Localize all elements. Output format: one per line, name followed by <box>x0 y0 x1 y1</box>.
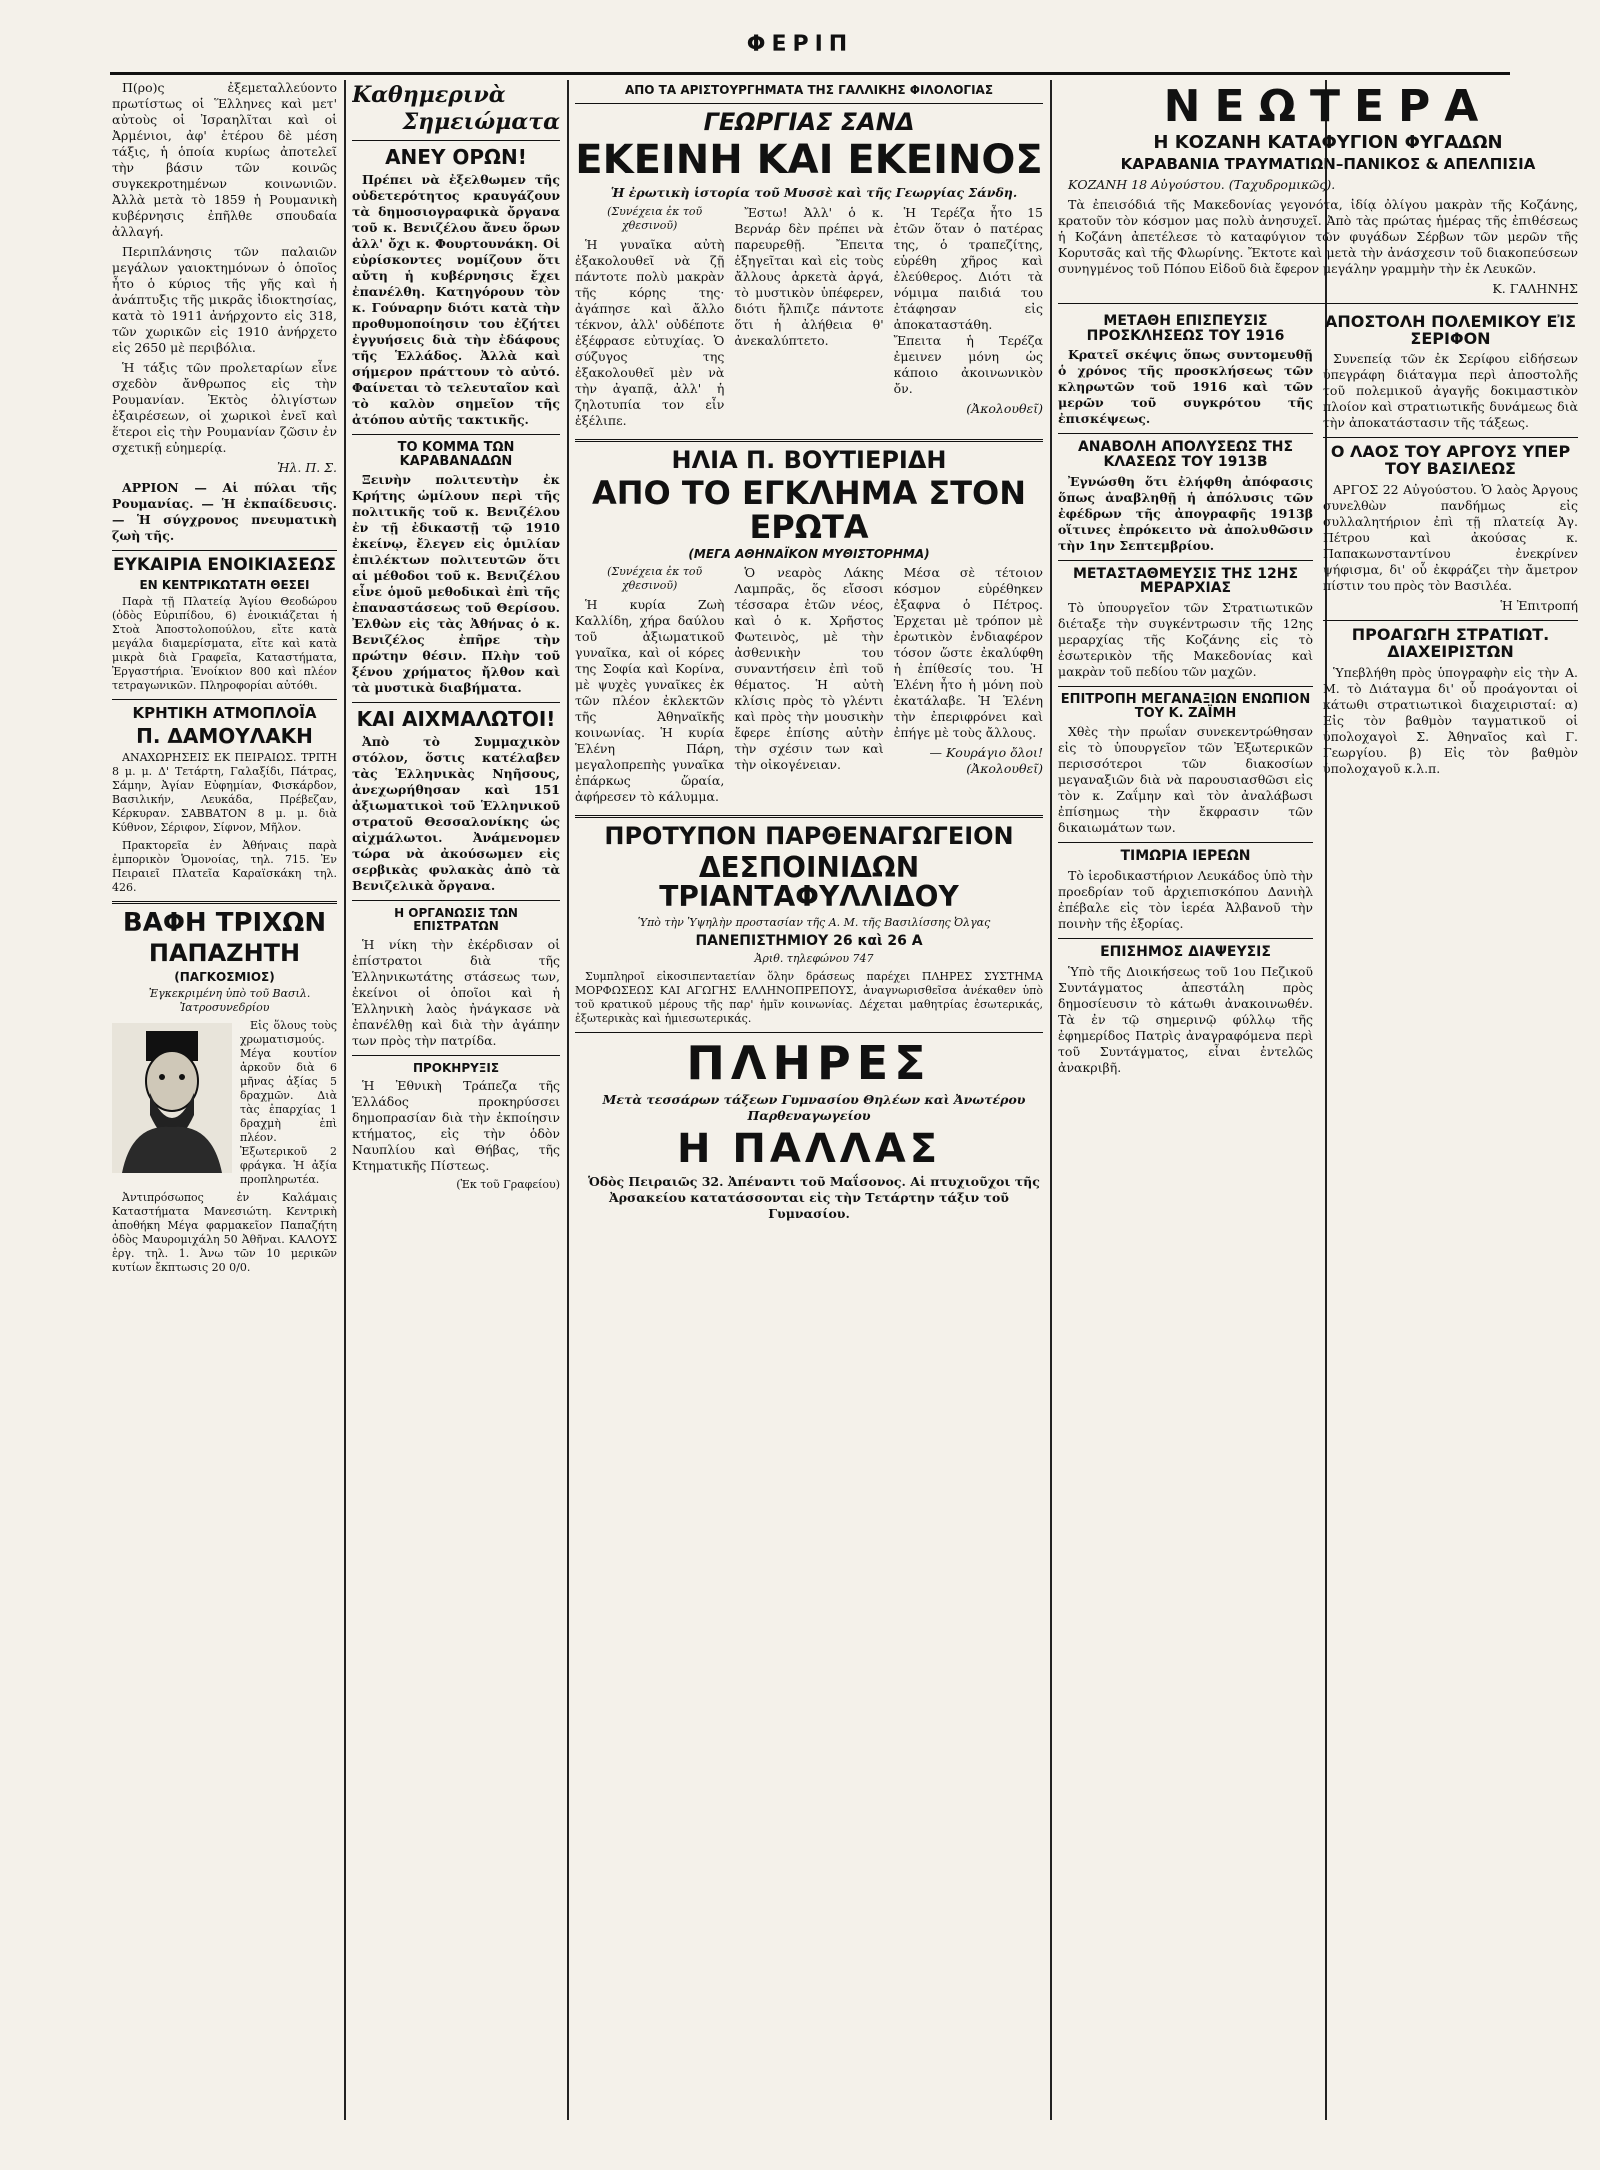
column-rule <box>344 80 346 2120</box>
serial-subtitle: Ἡ ἐρωτικὴ ἱστορία τοῦ Μυσσὲ καὶ τῆς Γεωργίας Σάνδη. <box>610 184 1018 200</box>
article-text: Περιπλάνησις τῶν παλαιῶν μεγάλων γαιοκτημόνων ὁ ὁποῖος ἦτο ὁ κύριος τῆς γῆς καὶ ἡ ἀνάπτυξις τῆς μικρᾶς ἰδιοκτησίας, κατὰ τὸ 1911 ἀνήρχοντο εἰς 318, τῶν χωρικῶν εἰς 1910 ἀνήρχετο εἰς 2650 μὲ περιβόλια. <box>112 244 337 355</box>
divider <box>1323 620 1578 621</box>
serial-author: ΗΛΙΑ Π. ΒΟΥΤΙΕΡΙΔΗ <box>671 445 947 474</box>
continuation-note: (Συνέχεια ἐκ τοῦ χθεσινοῦ) <box>607 564 703 592</box>
ad-text: Πρακτορεῖα ἐν Ἀθήναις παρὰ ἐμπορικὸν Ὁμονοίας, τηλ. 715. Ἐν Πειραιεῖ Πλατεῖα Καραϊσκάκη τηλ. 426. <box>112 839 337 895</box>
article-text: Συνεπείᾳ τῶν ἐκ Σερίφου εἰδήσεων ὑπεγράφη διάταγμα περὶ ἀποστολῆς τοῦ πολεμικοῦ ἀγαγῆς δοκιμαστικὸν πλοίον καὶ στρατιωτικῆς δυνάμεως διὰ τὴν ἀποκατάστασιν τῆς τάξεως. <box>1323 351 1578 431</box>
signature: (Ἀκολουθεῖ) <box>966 400 1043 416</box>
article-text: Μέσα σὲ τέτοιον κόσμον εὑρέθηκεν ἐξαφνα ὁ Πέτρος. Ἐρχεται μὲ τρόπον μὲ ἐρωτικὸν ἐνδιαφέρον τόσον ὥστε ἐκαλύφθη ἡ ἐπίθεσίς του. Ἡ Ἑλένη ἦτο ἡ μόνη ποὺ ἐκατάλαβε. Ἡ Ἑλένη τὴν ἐπεριφρόνει καὶ ἐπήγε μὲ τοὺς ἄλλους. <box>893 564 1043 740</box>
ad-text: Ὑπὸ τὴν Ὑψηλὴν προστασίαν τῆς Α. Μ. τῆς Βασιλίσσης Ὀλγας <box>637 915 991 929</box>
ad-text: Παρὰ τῇ Πλατείᾳ Ἁγίου Θεοδώρου (ὁδὸς Εὐριπίδου, 6) ἐνοικιάζεται ἡ Στοὰ Ἀποστολοπούλου, εἴτε κατὰ μεγάλα διαμερίσματα, εἴτε καὶ κατὰ μικρὰ διὰ Γραφεῖα, Καταστήματα, Ἐργαστήρια. Ἐνοίκιον 800 καὶ πλέον τετραγωνικῶν. Πληροφορίαι αὐτόθι. <box>112 595 337 693</box>
serial-subtitle: (ΜΕΓΑ ΑΘΗΝΑΪΚΟΝ ΜΥΘΙΣΤΟΡΗΜΑ) <box>688 547 930 562</box>
section-title: Καθημερινὰ <box>352 82 506 108</box>
ad-title: ΕΥΚΑΙΡΙΑ ΕΝΟΙΚΙΑΣΕΩΣ <box>112 555 336 575</box>
article-text: Τὸ ὑπουργεῖον τῶν Στρατιωτικῶν διέταξε τὴν συγκέντρωσιν τῆς 12ης μεραρχίας τῆς Κοζάνης εἰς τὸ ἐσωτερικὸν τῆς Μακεδονίας καὶ μακρὰν τοῦ πεδίου τῶν μαχῶν. <box>1058 599 1313 679</box>
article-text: Ἡ Τερέζα ἦτο 15 ἐτῶν ὅταν ὁ πατέρας της, ὁ τραπεζίτης, εὑρέθη χῆρος καὶ ἐλεύθερος. Διότι τὰ νόμιμα παιδιά του ἐτάφησαν εἰς ἀποκαταστάθη. Ἔπειτα ἡ Τερέζα ἐμεινεν μόνη ὡς κάποιο ἀκοινωνικὸν ὄν. <box>893 204 1043 396</box>
signature: Κ. ΓΑΛΗΝΗΣ <box>1492 280 1578 296</box>
signature: Ἡ Ἐπιτροπή <box>1500 598 1578 614</box>
article-headline: ΑΝΑΒΟΛΗ ΑΠΟΛΥΣΕΩΣ ΤΗΣ ΚΛΑΣΕΩΣ ΤΟΥ 1913Β <box>1077 439 1294 470</box>
next-issue-note: ΑΡΡΙΟΝ — Αἱ πύλαι τῆς Ρουμανίας. — Ἡ ἐκπαίδευσις. — Ἡ σύγχρονος πνευματικὴ ζωὴ τῆς. <box>112 480 337 543</box>
divider <box>1323 437 1578 438</box>
article-headline: ΑΝΕΥ ΟΡΩΝ! <box>385 145 527 170</box>
divider <box>352 140 560 141</box>
ad-text: Ἀριθ. τηλεφώνου 747 <box>754 952 874 966</box>
divider <box>352 900 560 901</box>
article-text: Ἡ τάξις τῶν προλεταρίων εἶνε σχεδὸν ἄνθρωπος εἰς τὴν Ρουμανίαν. Ἐκτὸς ὀλιγίστων ἐξαιρέσεων, οἱ χωρικοὶ ἐνεῖ καὶ ἕτεροι εἰς τὴν Ρουμανίαν ζῶσιν ἐν σχετικῇ εὐημερίᾳ. <box>112 360 337 455</box>
serial-title: ΑΠΟ ΤΟ ΕΓΚΛΗΜΑ ΣΤΟΝ ΕΡΩΤΑ <box>591 473 1027 546</box>
ad-subtitle: Μετὰ τεσσάρων τάξεων Γυμνασίου Θηλέων καὶ Ἀνωτέρου Παρθεναγωγείου <box>602 1091 1026 1123</box>
divider <box>575 439 1043 442</box>
divider <box>575 103 1043 104</box>
serial-author: ΓΕΩΡΓΙΑΣ ΣΑΝΔ <box>703 107 915 136</box>
article-headline: ΠΡΟΑΓΩΓΗ ΣΤΡΑΤΙΩΤ. ΔΙΑΧΕΙΡΙΣΤΩΝ <box>1351 625 1550 661</box>
article-headline: ΑΠΟΣΤΟΛΗ ΠΟΛΕΜΙΚΟΥ ΕἸΣ ΣΕΡΙΦΟΝ <box>1324 311 1577 348</box>
ad-title: ΒΑΦΗ ΤΡΙΧΩΝ <box>122 908 327 939</box>
article-text: Πρέπει νὰ ἐξελθωμεν τῆς οὐδετερότητος κραυγάζουν τὰ δημοσιογραφικὰ ὄργανα τοῦ κ. Βενιζέλου ἄνευ ὅρων ἀλλ' ὄχι κ. Φουρτουνάκη. Οἱ εὐρίσκοντες νομίζουν ὅτι αὔτη ἡ κυβέρνησις ἔχει ἐπανέλθη. Κατηγόρουν τὸν κ. Γούναρην διότι κατὰ τὴν προθυμοποίησιν του ἐζήτει ἐγγυήσεις διὰ τὴν ἐδάφους τῆς Ἑλλάδος. Ἀλλὰ καὶ σήμερον πράττουν τὸ αὐτό. Φαίνεται τὸ τελευταῖον καὶ τὸ καλὸν σημεῖον τῆς ἀτόπου αὐτῆς τακτικῆς. <box>352 172 560 428</box>
divider <box>575 815 1043 818</box>
divider <box>1058 686 1313 687</box>
top-rule <box>110 72 1510 75</box>
article-headline: Η ΚΟΖΑΝΗ ΚΑΤΑΦΥΓΙΟΝ ΦΥΓΑΔΩΝ <box>1153 132 1503 154</box>
divider <box>112 699 337 700</box>
ad-subtitle: (ΠΑΓΚΟΣΜΙΟΣ) <box>174 969 275 984</box>
column-4 <box>1058 80 1598 2120</box>
signature: Ἠλ. Π. Σ. <box>276 460 337 475</box>
ad-text: ΑΝΑΧΩΡΗΣΕΙΣ ΕΚ ΠΕΙΡΑΙΩΣ. ΤΡΙΤΗ 8 μ. μ. Δ' Τετάρτη, Γαλαξίδι, Πάτρας, Σάμην, Ἀγίαν Εὐφημίαν, Φισκάρδον, Βασιλικήν, Λευκάδα, Πρέβεζαν, Κέρκυραν. ΣΑΒΒΑΤΟΝ 8 μ. μ. διὰ Κύθνον, Σέριφον, Σίφνον, Μῆλον. <box>112 751 337 835</box>
divider <box>1058 303 1578 304</box>
ad-text: Εἰς ὅλους τοὺς χρωματισμούς. Μέγα κουτίον ἀρκοῦν διὰ 6 μῆνας ἀξίας 5 δραχμῶν. Διὰ τὰς ἐπαρχίας 1 δραχμὴ ἐπὶ πλέον. Ἐξωτερικοῦ 2 φράγκα. Ἡ ἀξία προπληρωτέα. <box>240 1019 337 1187</box>
divider <box>112 901 337 904</box>
divider <box>352 434 560 435</box>
article-text: Ἐγνώσθη ὅτι ἐλήφθη ἀπόφασις ὅπως ἀναβληθῇ ἡ ἀπόλυσις τῶν ἐφέδρων τῆς ἀπογραφῆς 1913β οἵτινες ἐπρόκειτο νὰ ἀπολυθῶσιν τὴν 1ην Σεπτεμβρίου. <box>1058 473 1313 553</box>
ad-approval: Ἐγκεκριμένη ὑπὸ τοῦ Βασιλ. Ἰατροσυνεδρίου <box>148 987 311 1015</box>
column-rule <box>567 80 569 2120</box>
article-text: ΑΡΓΟΣ 22 Αὐγούστου. Ὁ λαὸς Ἀργους συνελθὼν πανδήμως εἰς συλλαλητήριον ἐπὶ τῇ πλατείᾳ Ἀγ. Πέτρου καὶ ἀκούσας κ. Παπακωνσταντίνου ἐνεκρίνεν ψήφισμα, δι' οὗ ἐκφράζει τὴν ἄμετρον πίστιν του πρὸς τὸν Βασιλέα. <box>1323 482 1578 594</box>
divider <box>112 550 337 551</box>
article-text: Κρατεῖ σκέψις ὅπως συντομευθῇ ὁ χρόνος τῆς προσκλήσεως τῶν κληρωτῶν τοῦ 1916 καὶ τῶν μερῶν τοῦ συγκρότου τῆς ἐπισκέψεως. <box>1058 347 1313 427</box>
divider <box>575 1032 1043 1033</box>
column-rule <box>1050 80 1052 2120</box>
ad-address: ΠΑΝΕΠΙΣΤΗΜΙΟΥ 26 καὶ 26 Α <box>695 932 923 949</box>
signature: (Ἐκ τοῦ Γραφείου) <box>456 1178 560 1192</box>
article-text: Ἡ Ἐθνικὴ Τράπεζα τῆς Ἑλλάδος προκηρύσσει δημοπρασίαν διὰ τὴν ἐκποίησιν κτήματος, εἰς τὴν ὁδὸν Ναυπλίου καὶ Θήβας, τῆς Κτηματικῆς Πίστεως. <box>352 1078 560 1174</box>
ad-title: ΚΡΗΤΙΚΗ ΑΤΜΟΠΛΟΪΑ <box>132 704 317 723</box>
article-text: Τὰ ἐπεισόδιά τῆς Μακεδονίας γεγονότα, ἰδίᾳ ὀλίγου μακρὰν τῆς Κοζάνης, κρατοῦν τὸν κόσμον μας πολὺ ἀνησυχεῖ. Ἀπὸ τὰς πρώτας ἡμέρας τῆς ἐπιθέσεως ἡ Κοζάνη ἀπετέλεσε τὸ καταφύγιον τῶν φυγάδων Σέρβων τῶν μερῶν τῆς Κορυτσᾶς καὶ τῆς Φλωρίνης. Ἔκτοτε καὶ μετὰ τὴν ἀνάσχεσιν τοῦ διακοπεύσεων συνηγμένος τοῦ Πόπου Εἰδοῦ διὰ ἔφερον μεγάλην γραμμὴν τὴν ἐκ Λευκῶν. <box>1058 196 1578 276</box>
ad-title: ΠΡΟΤΥΠΟΝ ΠΑΡΘΕΝΑΓΩΓΕΙΟΝ <box>604 821 1014 850</box>
portrait-image <box>112 1023 232 1173</box>
column-3 <box>575 80 1043 2120</box>
article-headline: ΠΡΟΚΗΡΥΞΙΣ <box>412 1060 500 1075</box>
dateline: ΚΟΖΑΝΗ 18 Αὐγούστου. (Ταχυδρομικῶς). <box>1068 176 1336 192</box>
article-text: Ὑπεβλήθη πρὸς ὑπογραφὴν εἰς τὴν Α. Μ. τὸ Διάταγμα δι' οὗ προάγονται οἱ κάτωθι στρατιωτικοὶ διαχειρισταί: α) Εἰς τὸν βαθμὸν ταγματικοῦ οἱ ὑπολοχαγοὶ Σ. Ἀθηναῖος καὶ Γ. Γεωργίου. β) Εἰς τὸν βαθμὸν ὑπολοχαγοῦ κ.λ.π. <box>1323 664 1578 776</box>
article-text: Ἀπὸ τὸ Συμμαχικὸν στόλον, ὅστις κατέλαβεν τὰς Ἑλληνικὰς Νηῆσους, ἀνεχωρήθησαν καὶ 151 ἀξιωματικοὶ τοῦ Ἑλληνικοῦ στρατοῦ Θεσσαλονίκης ὡς αἰχμάλωτοι. Ἀνάμενομεν τώρα νὰ ἀκούσωμεν εἰς σερβικὰς φυλακὰς ἀπὸ τὰ Βενιζελικὰ ὄργανα. <box>352 734 560 894</box>
divider <box>352 702 560 703</box>
section-title: Σημειώματα <box>402 109 560 136</box>
ad-name: ΠΑΠΑΖΗΤΗ <box>148 939 301 968</box>
divider <box>1058 842 1313 843</box>
column-2 <box>352 80 560 2120</box>
article-text: Ἔστω! Ἀλλ' ὁ κ. Βερνάρ δὲν πρέπει νὰ παρευρεθῇ. Ἔπειτα ἐξηγεῖται καὶ εἰς τοὺς ἄλλους ἀρκετὰ ἀργά, τὸ μυστικὸν ὑπέφερεν, διότι ἤλπιζε πάντοτε ὅτι ἡ ἀλήθεια θ' ἀνεκαλύπτετο. <box>734 204 884 348</box>
ad-title: ΠΛΗΡΕΣ <box>686 1036 932 1091</box>
article-text: Ἡ γυναῖκα αὐτὴ ἐξακολουθεῖ νὰ ζῇ πάντοτε πολὺ μακρὰν τῆς κόρης της· ἀγάπησε καὶ ἄλλο τέκνον, ἀλλ' οὐδέποτε ἐξέφρασε εὐτυχίας. Ὁ σύζυγος της ἐξακολουθεῖ μὲν νὰ τὴν ἀγαπᾷ, ἀλλ' ἡ ζηλοτυπία τον εἶν ἐξέλιπε. <box>575 236 725 428</box>
article-text: Π(ρο)ς ἐξεμεταλλεύοντο πρωτίστως οἱ Ἕλληνες καὶ μετ' αὐτοὺς οἱ Ἰσραηλῖται καὶ οἱ Ἀρμένιοι, ἀφ' ἑτέρου δὲ μέση τάξις, ἡ ὁποία κυρίως ἀποτελεῖ τὴν βάσιν τῶν κοινῶς συγκεκροτημένων κοινωνιῶν. Ἀλλὰ μετὰ τὸ 1859 ἡ Ρουμανικὴ κυβέρνησις ἐπῆλθε σπουδαία ἀλλαγή. <box>112 80 337 239</box>
running-title: ΦΕΡΙΠ <box>746 32 854 57</box>
article-headline: ΤΟ ΚΟΜΜΑ ΤΩΝ ΚΑΡΑΒΑΝΑΔΩΝ <box>397 440 515 469</box>
continuation-note: (Συνέχεια ἐκ τοῦ χθεσινοῦ) <box>607 204 703 232</box>
ad-subtitle: ΕΝ ΚΕΝΤΡΙΚΩΤΑΤΗ ΘΕΣΕΙ <box>139 577 310 592</box>
article-text: Ἡ νίκη τὴν ἐκέρδισαν οἱ ἐπίστρατοι διὰ τῆς Ἑλληνικωτάτης στάσεως των, ἐκείνοι οἱ ὁποῖοι καὶ ἡ Ἑλληνικὴ λαὸς ἠνάγκασε νὰ ἐπανέλθῃ καὶ διὰ τὴν ἀγάπην των πρὸς τὴν πατρίδα. <box>352 936 560 1048</box>
ad-name: ΔΕΣΠΟΙΝΙΔΩΝ ΤΡΙΑΝΤΑΦΥΛΛΙΔΟΥ <box>659 850 959 914</box>
article-text: Ξεινὴν πολιτευτὴν ἐκ Κρήτης ὡμίλουν περὶ τῆς πολιτικῆς τοῦ κ. Βενιζέλου ἐν τῇ ἐδικαστῇ τῷ 1910 ἐκείνῳ, ἔλεγεν εἰς ὁμιλίαν ἐπιλέκτων πολιτευτῶν ὅτι αἱ μέθοδοι τοῦ κ. Βενιζέλου εἶνε ὁμοῦ μεθοδικαὶ ἐπὶ τῆς ἐπαναστάσεως τοῦ Θερίσου. Ἐλθὼν εἰς τὰς Ἀθήνας ὁ κ. Βενιζέλος ἐπῆρε τὴν πρώτην θέσιν. Πλὴν τοῦ ξένου χρήματος ἤλθον καὶ τὰ μυστικὰ διαβήματα. <box>352 472 560 696</box>
article-text: Ὁ νεαρὸς Λάκης Λαμπρᾶς, ὅς εἴσοσι τέσσαρα ἐτῶν νέος, καὶ ὁ κ. Χρῆστος Φωτεινὸς, μὲ τὴν ἀσθενικὴν του συναντήσειν ἐπὶ τοῦ θέματος. Ἡ αὐτὴ κλίσις πρὸς τὸ γλέντι καὶ πρὸς τὴν μουσικὴν ἔφερε ἐπίσης αὐτὴν τὴν σχέσιν των καὶ τὴν οἰκογένειαν. <box>734 564 884 772</box>
article-headline: ΕΠΙΣΗΜΟΣ ΔΙΑΨΕΥΣΙΣ <box>1100 943 1271 960</box>
divider <box>352 1055 560 1056</box>
article-headline: ΚΑΙ ΑΙΧΜΑΛΩΤΟΙ! <box>356 707 556 732</box>
article-headline: ΚΑΡΑΒΑΝΙΑ ΤΡΑΥΜΑΤΙΩΝ–ΠΑΝΙΚΟΣ & ΑΠΕΛΠΙΣΙΑ <box>1120 155 1536 174</box>
serial-title: ΕΚΕΙΝΗ ΚΑΙ ΕΚΕΙΝΟΣ <box>575 136 1043 183</box>
ad-text: Ἀντιπρόσωπος ἐν Καλάμαις Καταστήματα Μανεσιώτη. Κεντρικὴ ἀποθήκη Μέγα φαρμακεῖον Παπαζήτη ὁδὸς Μαυρομιχάλη 50 Ἀθῆναι. ΚΑΛΟΥΣ ἐργ. τηλ. 1. Ἀνω τῶν 10 μερικῶν κυτίων ἔκπτωσις 20 0/0. <box>112 1191 337 1275</box>
article-text: Ἡ κυρία Ζωὴ Καλλίδη, χήρα δαύλου τοῦ ἀξιωματικοῦ γυναῖκα, καὶ οἱ κόρες της Σοφία καὶ Κορίνα, μὲ ψυχὲς γυναῖκες ἐκ τῶν πλέον ἐκλεκτῶν τῆς Ἀθηναϊκῆς κοινωνίας. Ἡ κυρία Ἑλένη Πάρη, μεγαλοπρεπὴς γυναῖκα ἐπάρκως ὥραία, ἀφήρεσεν τὸ κάλυμμα. <box>575 596 725 804</box>
article-headline: ΜΕΤΑΣΤΑΘΜΕΥΣΙΣ ΤΗΣ 12ΗΣ ΜΕΡΑΡΧΙΑΣ <box>1072 565 1299 597</box>
ad-name: Η ΠΑΛΛΑΣ <box>676 1125 942 1172</box>
ad-address: Ὁδὸς Πειραιῶς 32. Ἀπέναντι τοῦ Μαΐσονος. Αἱ πτυχιοῦχοι τῆς Ἀρσακείου κατατάσσονται εἰς τὴν Τετάρτην τάξιν τοῦ Γυμνασίου. <box>588 1173 1040 1221</box>
article-headline: ΤΙΜΩΡΙΑ ΙΕΡΕΩΝ <box>1120 848 1251 865</box>
divider <box>1058 433 1313 434</box>
kicker: ΑΠΟ ΤΑ ΑΡΙΣΤΟΥΡΓΗΜΑΤΑ ΤΗΣ ΓΑΛΛΙΚΗΣ ΦΙΛΟΛΟΓΙΑΣ <box>624 83 994 97</box>
divider <box>1058 560 1313 561</box>
article-headline: Ο ΛΑΟΣ ΤΟΥ ΑΡΓΟΥΣ ΥΠΕΡ ΤΟΥ ΒΑΣΙΛΕΩΣ <box>1330 442 1571 479</box>
ad-name: Π. ΔΑΜΟΥΛΑΚΗ <box>136 724 313 749</box>
article-text: Τὸ ἱεροδικαστήριον Λευκάδος ὑπὸ τὴν προεδρίαν τοῦ ἀρχιεπισκόπου Δανιὴλ ἐπέβαλε εἰς τὸν ἱερέα Ἀλβανοῦ τὴν ποινὴν τῆς ἐξορίας. <box>1058 867 1313 931</box>
section-title: ΝΕΩΤΕΡΑ <box>1163 81 1493 132</box>
divider <box>1058 938 1313 939</box>
article-headline: ΕΠΙΤΡΟΠΗ ΜΕΓΑΝΑΞΙΩΝ ΕΝΩΠΙΟΝ ΤΟΥ Κ. ΖΑΪΜΗ <box>1060 691 1311 721</box>
column-1 <box>112 80 337 2120</box>
ad-text: Συμπληροῖ εἰκοσιπενταετίαν ὅλην δράσεως παρέχει ΠΛΗΡΕΣ ΣΥΣΤΗΜΑ ΜΟΡΦΩΣΕΩΣ ΚΑΙ ΑΓΩΓΗΣ ΕΛΛΗΝΟΠΡΕΠΟΥΣ, ἀναγνωρισθεῖσα ἀνέκαθεν ὑπὸ τοῦ κρατικοῦ μέρους τῆς παρ' ἡμῖν κοινωνίας. Δέχεται μαθητρίας ἐσωτερικάς, ἐξωτερικὰς καὶ ἡμιεσωτερικάς. <box>575 970 1043 1026</box>
signature: — Κουράγιο ὄλοι! (Ἀκολουθεῖ) <box>929 744 1043 776</box>
article-headline: ΜΕΤΑΘΗ ΕΠΙΣΠΕΥΣΙΣ ΠΡΟΣΚΛΗΣΕΩΣ ΤΟΥ 1916 <box>1086 312 1285 344</box>
article-text: Ὑπὸ τῆς Διοικήσεως τοῦ 1ου Πεζικοῦ Συντάγματος ἀπεστάλη πρὸς δημοσίευσιν τὸ κάτωθι ἀνακοινωθέν. Τὰ ἐν τῷ σημερινῷ φύλλῳ τῆς ἐφημερίδος Πατρὶς ἀναγραφόμενα περὶ τοῦ Συντάγματος, εἶναι ἐντελῶς ἀνακριβῆ. <box>1058 963 1313 1075</box>
article-text: Χθὲς τὴν πρωΐαν συνεκεντρώθησαν εἰς τὸ ὑπουργεῖον τῶν Ἐξωτερικῶν περισσότεροι τῶν διακοσίων μεγαναξιῶν διὰ νὰ παρουσιασθῶσι εἰς τὸν κ. Ζαΐμην καὶ τὸν ἀναλάβωσι ἐπίσημως τὴν ἔκφρασιν τῶν δικαιωμάτων των. <box>1058 724 1313 836</box>
article-headline: Η ΟΡΓΑΝΩΣΙΣ ΤΩΝ ΕΠΙΣΤΡΑΤΩΝ <box>394 906 518 934</box>
